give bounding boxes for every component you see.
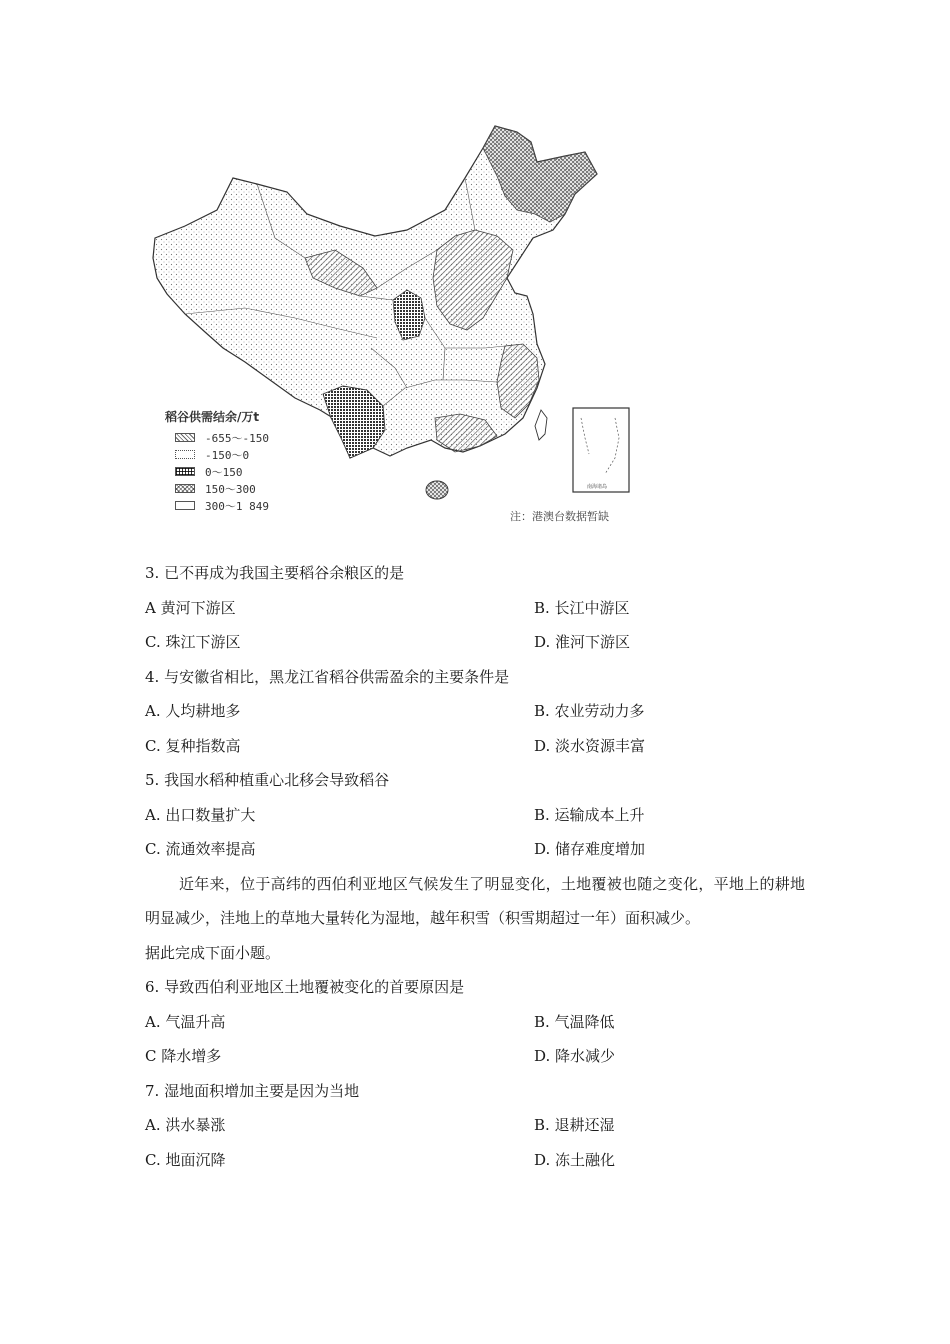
option-a: A. 气温升高 bbox=[145, 1012, 226, 1031]
option-c: C. 地面沉降 bbox=[145, 1150, 226, 1169]
instruction: 据此完成下面小题。 bbox=[145, 943, 281, 962]
option-a: A. 洪水暴涨 bbox=[145, 1116, 226, 1134]
region-taiwan bbox=[535, 410, 547, 440]
option-b: B. 长江中游区 bbox=[534, 598, 630, 617]
option-a: A 黄河下游区 bbox=[145, 598, 236, 617]
option-b: B. 气温降低 bbox=[534, 1012, 615, 1031]
option-d: D. 淮河下游区 bbox=[534, 633, 631, 651]
option-row bbox=[145, 625, 805, 660]
rice-balance-map bbox=[145, 118, 645, 528]
question-stem: 5. 我国水稻种植重心北移会导致稻谷 bbox=[145, 771, 390, 789]
legend-label: 0～150 bbox=[205, 465, 243, 479]
option-a: A. 人均耕地多 bbox=[145, 702, 241, 720]
legend-item bbox=[165, 446, 335, 463]
south-china-sea-inset bbox=[573, 408, 629, 492]
option-d: D. 淡水资源丰富 bbox=[534, 736, 646, 755]
option-row bbox=[145, 729, 805, 764]
option-b: B. 农业劳动力多 bbox=[534, 702, 645, 720]
option-a: A. 出口数量扩大 bbox=[145, 805, 256, 824]
question-stem: 3. 已不再成为我国主要稻谷余粮区的是 bbox=[145, 564, 405, 582]
question-content bbox=[145, 556, 805, 1177]
question-stem: 4. 与安徽省相比，黑龙江省稻谷供需盈余的主要条件是 bbox=[145, 667, 510, 686]
option-d: D. 储存难度增加 bbox=[534, 840, 646, 858]
option-c: C. 流通效率提高 bbox=[145, 840, 256, 858]
option-row bbox=[145, 591, 805, 626]
legend-item bbox=[165, 463, 335, 480]
legend-swatch-blank bbox=[175, 501, 195, 510]
option-b: B. 运输成本上升 bbox=[534, 805, 645, 824]
passage: 近年来，位于高纬的西伯利亚地区气候发生了明显变化，土地覆被也随之变化，平地上的耕地明显减少，洼地上的草地大量转化为湿地，越年积雪（积雪期超过一年）面积减少。 bbox=[145, 874, 805, 927]
option-row bbox=[145, 1005, 805, 1040]
region-southeast bbox=[497, 344, 539, 418]
map-note: 注：港澳台数据暂缺 bbox=[510, 510, 609, 523]
option-row bbox=[145, 798, 805, 833]
option-d: D. 降水减少 bbox=[534, 1047, 616, 1065]
option-d: D. 冻土融化 bbox=[534, 1150, 616, 1169]
map-legend bbox=[165, 408, 335, 514]
region-hainan bbox=[426, 481, 448, 499]
option-row bbox=[145, 694, 805, 729]
legend-swatch-dotted bbox=[175, 450, 195, 459]
legend-title: 稻谷供需结余/万t bbox=[165, 410, 260, 424]
option-row bbox=[145, 1039, 805, 1074]
legend-label: 150～300 bbox=[205, 482, 256, 496]
option-c: C. 珠江下游区 bbox=[145, 633, 241, 651]
question-stem: 6. 导致西伯利亚地区土地覆被变化的首要原因是 bbox=[145, 978, 465, 996]
option-c: C 降水增多 bbox=[145, 1047, 222, 1065]
option-row bbox=[145, 1143, 805, 1178]
legend-swatch-grid bbox=[175, 467, 195, 476]
legend-item bbox=[165, 429, 335, 446]
option-b: B. 退耕还湿 bbox=[534, 1116, 615, 1134]
option-row bbox=[145, 1108, 805, 1143]
inset-label: 南海诸岛 bbox=[587, 484, 608, 490]
legend-item bbox=[165, 480, 335, 497]
legend-swatch-diagonal bbox=[175, 433, 195, 442]
legend-label: -655～-150 bbox=[205, 431, 269, 445]
question-stem: 7. 湿地面积增加主要是因为当地 bbox=[145, 1081, 360, 1100]
legend-swatch-crosshatch bbox=[175, 484, 195, 493]
legend-label: -150～0 bbox=[205, 448, 250, 462]
legend-item bbox=[165, 497, 335, 514]
legend-label: 300～1 849 bbox=[205, 499, 269, 513]
option-c: C. 复种指数高 bbox=[145, 736, 241, 755]
option-row bbox=[145, 832, 805, 867]
